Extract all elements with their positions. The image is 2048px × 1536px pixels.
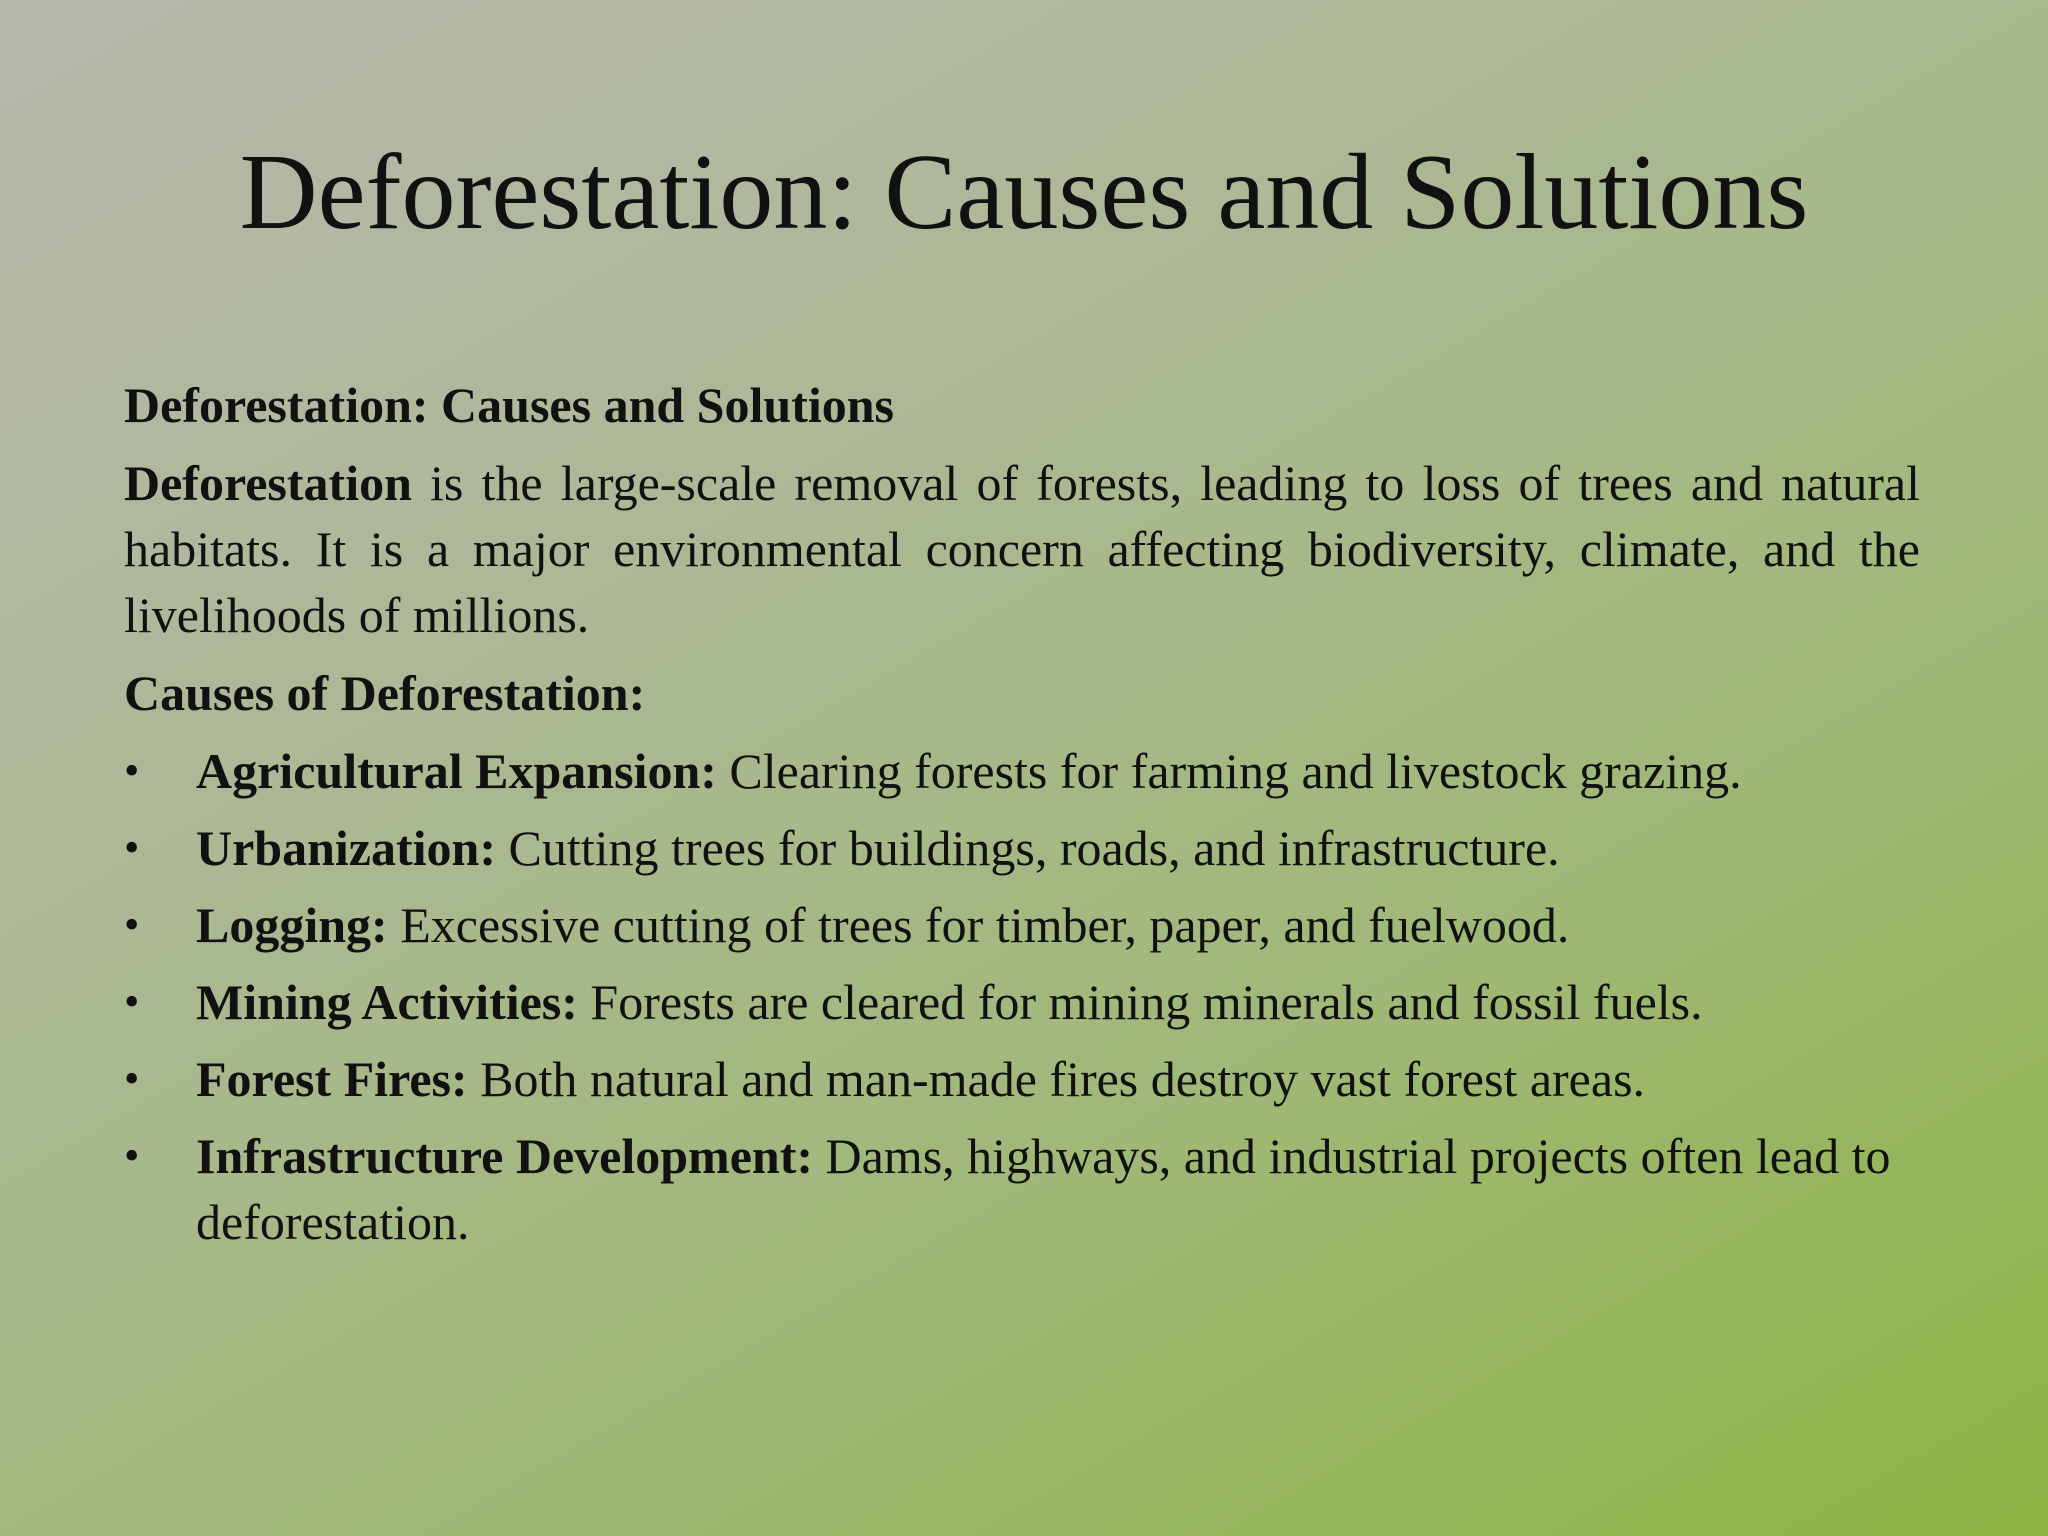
cause-text: Cutting trees for buildings, roads, and infrastructure. xyxy=(496,820,1560,876)
cause-term: Infrastructure Development: xyxy=(196,1128,813,1184)
list-item xyxy=(124,1123,1920,1255)
intro-text: is the large-scale removal of forests, leading to loss of trees and natural habitats. It is a major environmental concern affecting biodiversity, climate, and the livelihoods of millions. xyxy=(124,455,1920,643)
causes-heading: Causes of Deforestation: xyxy=(124,665,646,721)
bullet-icon: • xyxy=(124,1131,140,1180)
cause-text: Dams, highways, and industrial projects often lead to deforestation. xyxy=(196,1128,1891,1250)
bullet-icon: • xyxy=(124,823,140,872)
list-item xyxy=(124,1046,1920,1112)
intro-paragraph xyxy=(124,450,1920,648)
slide-body xyxy=(124,372,1920,1266)
bullet-icon: • xyxy=(124,746,140,795)
bullet-icon: • xyxy=(124,1054,140,1103)
cause-text: Clearing forests for farming and livestock grazing. xyxy=(716,743,1742,799)
cause-text: Both natural and man-made fires destroy vast forest areas. xyxy=(467,1051,1646,1107)
intro-term: Deforestation xyxy=(124,455,412,511)
slide-title: Deforestation: Causes and Solutions xyxy=(239,133,1809,252)
subheading: Deforestation: Causes and Solutions xyxy=(124,377,894,433)
cause-term: Forest Fires: xyxy=(196,1051,468,1107)
bullet-icon: • xyxy=(124,900,140,949)
causes-list xyxy=(124,738,1920,1255)
bullet-icon: • xyxy=(124,977,140,1026)
list-item xyxy=(124,815,1920,881)
list-item xyxy=(124,969,1920,1035)
list-item xyxy=(124,738,1920,804)
cause-term: Mining Activities: xyxy=(196,974,578,1030)
cause-term: Urbanization: xyxy=(196,820,496,876)
cause-text: Excessive cutting of trees for timber, paper, and fuelwood. xyxy=(387,897,1570,953)
list-item xyxy=(124,892,1920,958)
cause-text: Forests are cleared for mining minerals and fossil fuels. xyxy=(577,974,1703,1030)
cause-term: Agricultural Expansion: xyxy=(196,743,717,799)
cause-term: Logging: xyxy=(196,897,388,953)
